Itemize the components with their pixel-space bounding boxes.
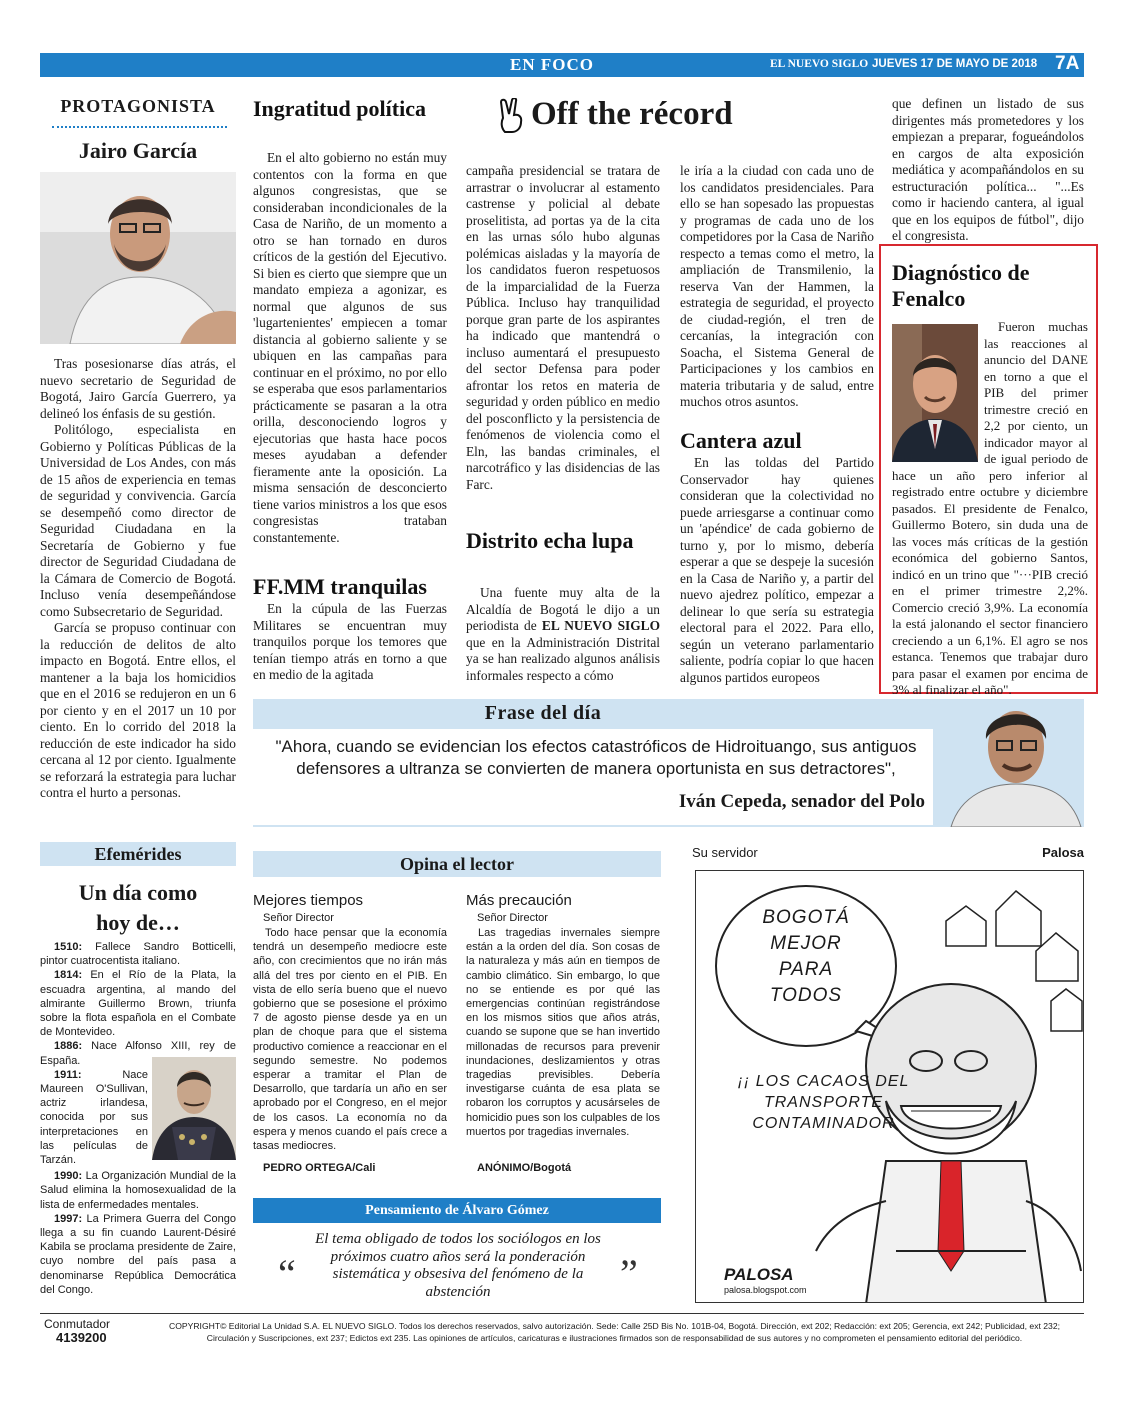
letter2-salutation: Señor Director [477,912,548,924]
copyright-line-1: COPYRIGHT© Editorial La Unidad S.A. EL NUEVO SIGLO. Todos los derechos reservados, salvo autorización. Sede: Calle 25D Bis No. 101B-04, Bogotá. Dirección, ext 202; Redacción: ext 205; Gerencia, ext 242; Publicidad, ext 232; [169,1321,1060,1331]
ingratitud-body [253,150,447,546]
issue-date: JUEVES 17 DE MAYO DE 2018 [872,58,1038,70]
efemerides-item: 1990: La Organización Mundial de la Salud elimina la homosexualidad de la lista de enfermedades mentales. [40,1170,236,1211]
cartoon-author: Palosa [1042,845,1084,860]
quote-close-icon: ” [620,1251,638,1296]
fenalco-body [892,319,1088,699]
cartoon-bubble-1: BOGOTÁ MEJOR PARA TODOS [762,907,850,1006]
paragraph: En las toldas del Partido Conservador hay quienes consideran que la colectividad no puede arriesgarse a continuar como un 'apéndice' de cada gobierno de turno y, por lo mismo, debería esperar a que se despeje la sucesión en la Casa de Nariño y, a partir del nuevo ajedrez político, empezar a delinear lo que sería su estrategia electoral para el 2022. Para ello, según un veterano parlamentario saliente, podría copiar lo que hacen algunos partidos europeos [680,455,874,685]
off-the-record-title: Off the récord [531,96,733,132]
cartoon-label: Su servidor [692,845,758,860]
cantera-body [680,455,874,686]
cartoon-signature: PALOSA [724,1265,794,1284]
letter1-body: Todo hace pensar que la economía tendrá un desempeño mediocre este año, con crecimientos que no irán más allá del tres por ciento en el PIB. En vista de ello sería bueno que el nuevo gobierno que se posesione el próximo 7 de agosto piense desde ya en un plan de choque para que el sistema productivo comience a reaccionar en el segundo semestre. No podemos esperar a tramitar el Plan de Desarrollo, que tardaría un año en ser aprobado por el Congreso, en el mejor de los casos. La economía no da espera y menos cuando el país crece a tasas mediocres. [253,927,447,1153]
off-record-col3 [892,96,1084,245]
protagonista-name: Jairo García [78,138,198,163]
section-header-bar [40,53,1084,77]
off-record-col2 [680,163,874,411]
letter2-title: Más precaución [466,892,572,909]
letter1-signature: PEDRO ORTEGA/Cali [263,1162,376,1174]
frase-title: Frase del día [484,702,602,724]
frase-del-dia-box [253,699,1084,827]
page-number: 7A [1055,53,1080,74]
letter1-salutation: Señor Director [263,912,334,924]
frase-quote: "Ahora, cuando se evidencian los efectos catastróficos de Hidroituango, sus antiguos defensores a ultranza se convierten de manera oportunista en sus detractores", [275,737,917,778]
efemerides-item: 1886: Nace Alfonso XIII, rey de España. [40,1040,236,1067]
paragraph: En la cúpula de las Fuerzas Militares se encuentran muy tranquilos porque los temores que tenían tiempo atrás en torno a que en medio de la agitada [253,601,447,682]
fenalco-title: Diagnóstico de Fenalco [892,260,1030,311]
efemerides-title: Efemérides [40,842,236,866]
ffmm-body [253,601,447,684]
protagonista-label: PROTAGONISTA [60,96,216,116]
paragraph: Tras posesionarse días atrás, el nuevo secretario de Seguridad de Bogotá, Jairo García Guerrero, ya delineó los énfasis de su gestión. [40,356,236,421]
efemerides-item: 1814: En el Río de la Plata, la escuadra argentina, al mando del almirante Guillermo Brown, triunfa sobre la flota española en el Combate de Montevideo. [40,969,236,1039]
letter2-signature: ANÓNIMO/Bogotá [477,1162,572,1174]
cartoon-frame [695,870,1084,1303]
paragraph: campaña presidencial se tratara de arrastrar o involucrar al estamento castrense y policial al debate proselitista, ad portas ya de la cita en las urnas sólo hubo algunas polémicas aisladas y la mayoría de los candidatos fueron respetuosos de la imparcialidad de la Fuerza Pública. Incluso hay tranquilidad porque gran parte de los aspirantes ha indicado que mantendrá o incluso aumentará el presupuesto del sector Defensa para poder afrontar los retos en materia de seguridad y orden público en medio del posconflicto y la persistencia de fenómenos de violencia como el Eln, las bandas criminales, el narcotráfico y las disidencias de las Farc. [466,163,660,492]
paper-name: EL NUEVO SIGLO [770,58,869,70]
fenalco-box [879,244,1098,697]
frase-author-photo [941,699,1084,827]
efemerides-item: 1911: Nace Maureen O'Sullivan, actriz irlandesa, conocida por sus interpretaciones en las películas de Tarzán. [40,1068,148,1167]
ffmm-title: FF.MM tranquilas [253,574,427,599]
section-title: EN FOCO [510,55,594,74]
distrito-paper-name: EL NUEVO SIGLO [541,618,660,633]
paragraph: que definen un listado de sus dirigentes más prometedores y los empiezan a preparar, fogueándolos en cargos de alta exposición mediática y acompañándolos en su estructuración política... "...Es como ir haciendo cantera, al igual que en los equipos de fútbol", dijo el congresista. [892,96,1084,243]
cantera-title: Cantera azul [680,428,802,453]
letter1-title: Mejores tiempos [253,892,364,909]
off-the-record-header [497,96,817,140]
efemerides-item: 1510: Fallece Sandro Botticelli, pintor cuatrocentista italiano. [40,941,236,968]
paragraph: García se propuso continuar con la reducción de delitos de alto impacto en Bogotá. Entre ellos, el mantener a la baja los homicidios que en el 2016 se redujeron en un 6 por ciento y en el 2017 un 10 por ciento. En lo corrido del 2018 la reducción de este indicador ha sido cercana al 12 por ciento. Igualmente se reforzará la estrategia para luchar contra el hurto a personas. [40,620,236,800]
paragraph: En el alto gobierno no están muy contentos con la forma en que algunos congresistas, que se consideraban incondicionales de la Casa de Nariño, de un momento a otro se han tornado en duros críticos de la gestión del Ejecutivo. Si bien es cierto que siempre que un mandato empieza a agonizar, es normal que algunos de sus 'lugartenientes' empiecen a tomar distancia al gobierno saliente y se ubiquen en las campañas para continuar en el próximo, no por ello se esperaba que esos parlamentarios prácticamente se pasaran a la otra orilla, desconociendo logros y ejecutorias que hasta hace pocos meses ayudaban a defender fieramente ante la oposición. La misma sensación de desconcierto tiene varios ministros a los que esos congresistas trataban constantemente. [253,150,447,545]
copyright-line-2: Circulación y Suscripciones, ext 237; Edictos ext 235. Las opiniones de artículos, caricaturas e ilustraciones firmados son de responsabilidad de sus autores y no comprometen el pensamiento editorial del periódico. [206,1333,1023,1343]
paragraph: le iría a la ciudad con cada uno de los candidatos presidenciales. Para ello se han sopesado las propuestas y programas de cada uno de los competidores por la Casa de Nariño respecto a temas como el metro, la ampliación de Transmilenio, la reserva Van der Hammen, la estrategia de seguridad, el proyecto de ciudad-región, el tren de cercanías, la integración con Soacha, el Sistema General de Participaciones y los cambios en materia tributaria y de salud, entre muchos otros asuntos. [680,163,874,409]
distrito-text-a: Una fuente muy alta de la Alcaldía de Bogotá le dijo a un periodista de [466,585,660,633]
victory-hand-icon [497,98,527,134]
cartoon-bubble-2: ¡¡ LOS CACAOS DEL TRANSPORTE CONTAMINADOR [737,1073,910,1132]
pensamiento-title: Pensamiento de Álvaro Gómez [253,1198,661,1223]
protagonista-photo [40,172,236,344]
pensamiento-quote: El tema obligado de todos los sociólogos en los próximos cuatro años será la ponderación sistemática y obsesiva del fenómeno de la abstención [315,1231,601,1300]
cartoon-blog: palosa.blogspot.com [724,1285,807,1295]
frase-author: Iván Cepeda, senador del Polo [678,791,925,812]
conmutador-number: 4139200 [56,1330,107,1345]
efemerides-item: 1997: La Primera Guerra del Congo llega a su fin cuando Laurent-Désiré Kabila se proclama presidente de Zaire, cuyo nombre del país pasa a denominarse República Democrática del Congo. [40,1212,236,1296]
ingratitud-title: Ingratitud política [253,96,426,121]
opina-title: Opina el lector [253,851,661,877]
paragraph: Fueron muchas las reacciones al anuncio del DANE en torno a que el PIB del primer trimestre creció en 2,2 por ciento, un indicador mayor al de igual periodo de hace un año pero inferior al registrado entre octubre y diciembre pasados. El presidente de Fenalco, Guillermo Botero, sin duda una de las voces más críticas de la gestión económica del gobierno Santos, indicó en un trino que "···PIB creció en el primer trimestre 2,2%. Comercio creció 3,9%. La economía la está jalonando el sector financiero creciendo a un 6,1%. El agro se nos estanca. Tenemos que trabajar duro para pasar el examen por encima de 3% al finalizar el año". [892,319,1088,697]
quote-open-icon: “ [278,1251,296,1296]
conmutador-label: Conmutador [44,1317,111,1331]
footer-divider [40,1313,1084,1314]
off-record-col1 [466,163,660,493]
efemerides-list [40,940,236,1297]
efemerides-subtitle: Un día como hoy de… [78,880,198,935]
distrito-title: Distrito echa lupa [466,528,634,553]
protagonista-body [40,356,236,802]
letter2-body: Las tragedias invernales siempre están a la orden del día. Son cosas de la naturaleza y más aún en tiempos de cambio climático. Sin embargo, lo que no se entiende es por qué las emergencias continúan registrándose en los mismos sitios que años atrás, cuando se supone que se han invertido millonadas de recursos para prevenir inundaciones, deslizamientos y otras tragedias previsibles. Debería investigarse cuánta de esa plata se robaron los corruptos y acusárseles de homicidio pues son los culpables de los muertos por tragedias invernales. [466,927,660,1138]
distrito-text-c: que en la Administración Distrital ya se han realizado algunos análisis informales respecto a cómo [466,634,660,683]
paragraph: Politólogo, especialista en Gobierno y Políticas Públicas de la Universidad de Los Andes, con más de 15 años de experiencia en temas de seguridad y convivencia. García se desempeñó como director de Seguridad Ciudadana en la Secretaría de Gobierno y fue director de Seguridad Ciudadana de la Cámara de Comercio de Bogotá. Incluso venía desempeñándose como Subsecretario de Seguridad. [40,422,236,619]
distrito-body [466,585,660,684]
dotted-divider [52,126,227,128]
